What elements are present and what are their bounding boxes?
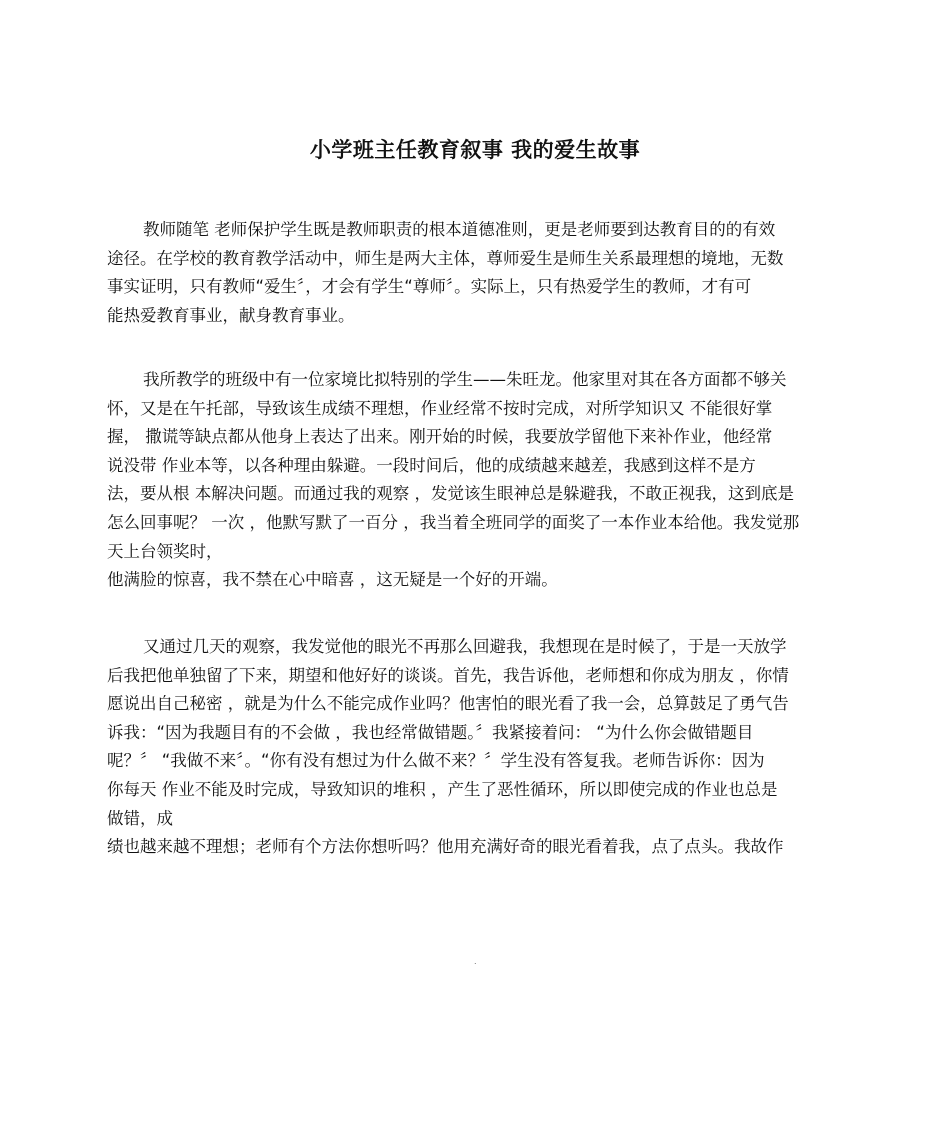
paragraph-line: 又通过几天的观察，我发觉他的眼光不再那么回避我，我想现在是时候了，于是一天放学 bbox=[143, 637, 787, 656]
paragraph-line: 说没带 作业本等，以各种理由躲避。一段时间后，他的成绩越来越差，我感到这样不是方 bbox=[107, 455, 756, 475]
paragraph-line: 途径。在学校的教育教学活动中，师生是两大主体，尊师爱生是师生关系最理想的境地，无数 bbox=[107, 248, 784, 268]
paragraph-intro bbox=[107, 216, 859, 330]
paragraph-line: 能热爱教育事业，献身教育事业。 bbox=[107, 305, 355, 325]
footer-mark: . bbox=[474, 957, 477, 966]
paragraph-line: 他满脸的惊喜，我不禁在心中暗喜 ，这无疑是一个好的开端。 bbox=[107, 570, 558, 590]
paragraph-line: 呢？〞 “我做不来〞。“你有没有想过为什么做不来？〞学生没有答复我。老师告诉你：因为 bbox=[107, 751, 765, 771]
paragraph-line: 事实证明，只有教师“爱生〞，才会有学生“尊师〞。实际上，只有热爱学生的教师，才有可 bbox=[107, 277, 752, 297]
paragraph-line: 怀，又是在午托部，导致该生成绩不理想，作业经常不按时完成，对所学知识又 不能很好掌 bbox=[107, 398, 773, 418]
paragraph-student-story bbox=[107, 366, 859, 595]
paragraph-line: 后我把他单独留了下来，期望和他好好的谈谈。首先，我告诉他，老师想和你成为朋友 ，你情 bbox=[107, 665, 789, 685]
paragraph-line: 握， 撒谎等缺点都从他身上表达了出来。刚开始的时候，我要放学留他下来补作业，他经常 bbox=[107, 427, 773, 447]
paragraph-line: 教师随笔 老师保护学生既是教师职责的根本道德准则，更是老师要到达教育目的的有效 bbox=[143, 220, 776, 239]
paragraph-line: 你每天 作业不能及时完成，导致知识的堆积 ，产生了恶性循环，所以即使完成的作业也总是 bbox=[107, 779, 778, 799]
paragraph-line: 天上台领奖时， bbox=[107, 541, 223, 561]
page-title: 小学班主任教育叙事 我的爱生故事 bbox=[309, 138, 641, 162]
paragraph-line: 怎么回事呢？ 一次 ，他默写默了一百分 ，我当着全班同学的面奖了一本作业本给他。我发觉那 bbox=[107, 512, 800, 532]
paragraph-line: 法，要从根 本解决问题。而通过我的观察 ，发觉该生眼神总是躲避我，不敢正视我，这到底是 bbox=[107, 484, 794, 504]
paragraph-line: 愿说出自己秘密 ，就是为什么不能完成作业吗？他害怕的眼光看了我一会，总算鼓足了勇气告 bbox=[107, 694, 789, 714]
paragraph-line: 做错，成 bbox=[107, 808, 173, 828]
paragraph-line: 我所教学的班级中有一位家境比拟特别的学生——朱旺龙。他家里对其在各方面都不够关 bbox=[143, 370, 787, 389]
paragraph-line: 诉我：“因为我题目有的不会做 ，我也经常做错题。〞我紧接着问： “为什么你会做错题目 bbox=[107, 722, 754, 742]
paragraph-line: 绩也越来越不理想；老师有个方法你想听吗？他用充满好奇的眼光看着我，点了点头。我故作 bbox=[107, 837, 784, 857]
paragraph-conversation bbox=[107, 633, 859, 862]
